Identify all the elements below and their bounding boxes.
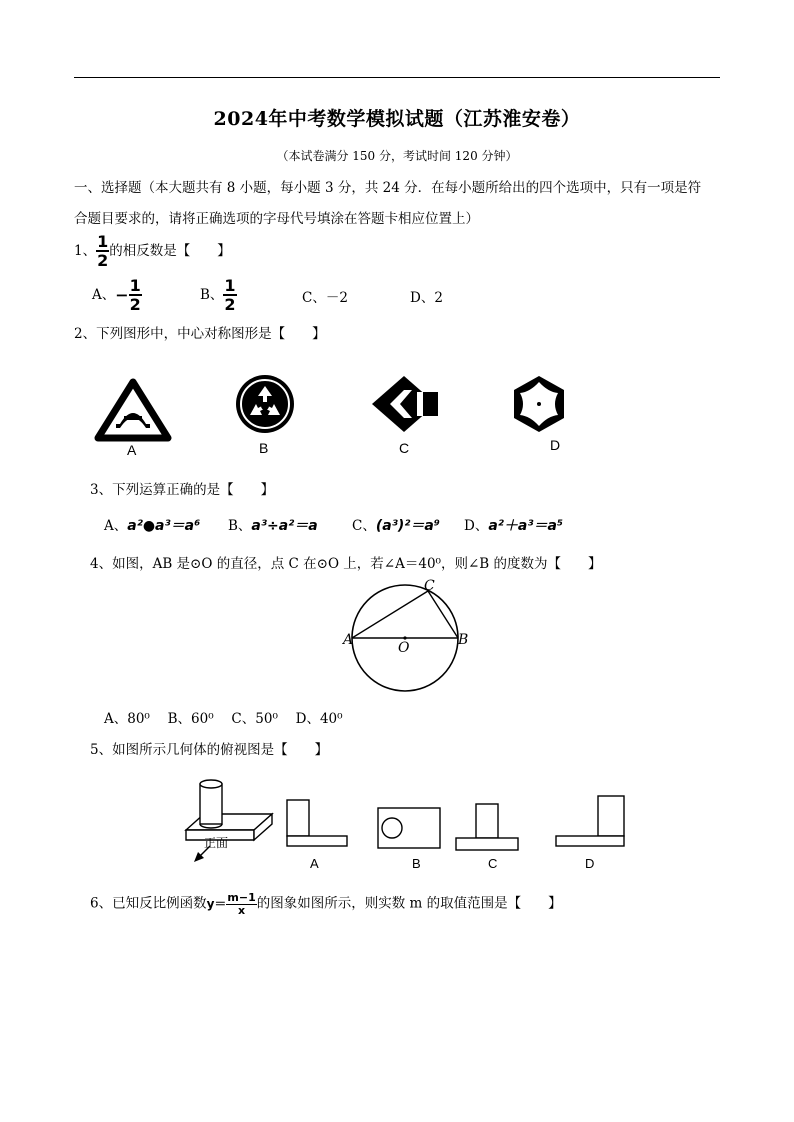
option-a-view	[287, 800, 347, 846]
q2-label-a: A	[127, 442, 137, 458]
option-label: C、	[352, 518, 376, 534]
option-fraction	[129, 278, 142, 313]
option-label: A、	[92, 286, 116, 303]
question-1-fraction	[96, 234, 109, 269]
question-4: 4、如图，AB 是⊙O 的直径，点 C 在⊙O 上，若∠A＝40⁰，则∠B 的度数为【 】	[90, 556, 602, 572]
q5-label-d: D	[585, 856, 595, 871]
q5-label-b: B	[412, 856, 421, 871]
question-2: 2、下列图形中，中心对称图形是【 】	[74, 326, 326, 342]
fraction-denominator: 2	[129, 295, 141, 314]
page-subtitle: （本试卷满分 150 分，考试时间 120 分钟）	[276, 149, 518, 163]
figure-a-triangle-sign	[98, 382, 168, 438]
question-1-number: 1、	[74, 242, 97, 259]
option-label: D、	[464, 518, 489, 534]
q3-option-d	[464, 514, 563, 535]
q1-option-c: C、－2	[302, 290, 348, 306]
q3-option-c	[352, 514, 440, 535]
page-title: 2024年中考数学模拟试题（江苏淮安卷）	[213, 108, 581, 130]
q3-option-b	[228, 514, 318, 535]
question-6-text-after: 的图象如图所示，则实数 m 的取值范围是【 】	[256, 895, 562, 912]
option-label: B、	[200, 286, 224, 303]
header-rule	[74, 77, 720, 78]
fraction-denominator: 2	[224, 295, 236, 314]
q3-option-a	[104, 514, 200, 535]
figure-c-chevron-logo	[372, 376, 438, 432]
option-expression: a³÷a²＝a	[251, 518, 318, 534]
option-expression: a²●a³＝a⁶	[127, 518, 201, 534]
question-5: 5、如图所示几何体的俯视图是【 】	[90, 742, 329, 758]
q4-options: A、80⁰ B、60⁰ C、50⁰ D、40⁰	[104, 711, 343, 727]
q1-option-b	[200, 278, 237, 313]
q4-label-a: A	[343, 632, 354, 648]
option-d-view	[556, 796, 624, 846]
fraction-numerator: 1	[224, 276, 236, 295]
question-3: 3、下列运算正确的是【 】	[90, 482, 275, 498]
q1-option-d: D、2	[410, 290, 443, 306]
q1-option-a	[92, 278, 142, 313]
solid-plate-cylinder	[186, 780, 272, 862]
fraction-numerator: 1	[97, 232, 109, 251]
option-expression: a²＋a³＝a⁵	[488, 518, 564, 534]
fraction-numerator: 1	[129, 276, 141, 295]
q2-label-c: C	[399, 440, 410, 456]
q5-label-c: C	[488, 856, 498, 871]
minus-sign: −	[115, 285, 129, 305]
q2-figures	[90, 370, 610, 460]
q4-label-c: C	[424, 578, 435, 594]
q4-label-o: O	[398, 640, 410, 656]
q4-circle-figure	[340, 578, 472, 696]
section1-instructions-line2: 合题目要求的，请将正确选项的字母代号填涂在答题卡相应位置上）	[74, 211, 479, 227]
option-c-view	[456, 804, 518, 850]
option-label: A、	[104, 518, 128, 534]
fraction-denominator: x	[238, 903, 246, 917]
option-expression: (a³)²＝a⁹	[375, 518, 440, 534]
q5-label-a: A	[310, 856, 319, 871]
fraction-denominator: 2	[97, 251, 109, 270]
question-6-text-before: 6、已知反比例函数	[90, 895, 207, 912]
question-1	[74, 234, 231, 269]
fraction-numerator: m−1	[227, 891, 256, 904]
option-b-view	[378, 808, 440, 848]
figure-b-roundabout-sign	[236, 375, 294, 433]
option-label: B、	[228, 518, 252, 534]
option-fraction	[223, 278, 236, 313]
function-fraction	[226, 892, 256, 916]
q2-label-b: B	[259, 440, 269, 456]
q2-label-d: D	[550, 437, 561, 453]
function-y-equals: y＝	[206, 897, 227, 912]
q5-front-label: 正面	[204, 836, 229, 850]
question-6	[90, 892, 562, 916]
figure-d-hexagon-arcs	[514, 376, 564, 432]
section1-instructions-line1: 一、选择题（本大题共有 8 小题，每小题 3 分，共 24 分．在每小题所给出的四个选项中，只有一项是符	[74, 180, 702, 196]
q5-figures	[180, 774, 640, 874]
question-1-text: 的相反数是【 】	[109, 242, 231, 259]
q4-label-b: B	[458, 632, 469, 648]
